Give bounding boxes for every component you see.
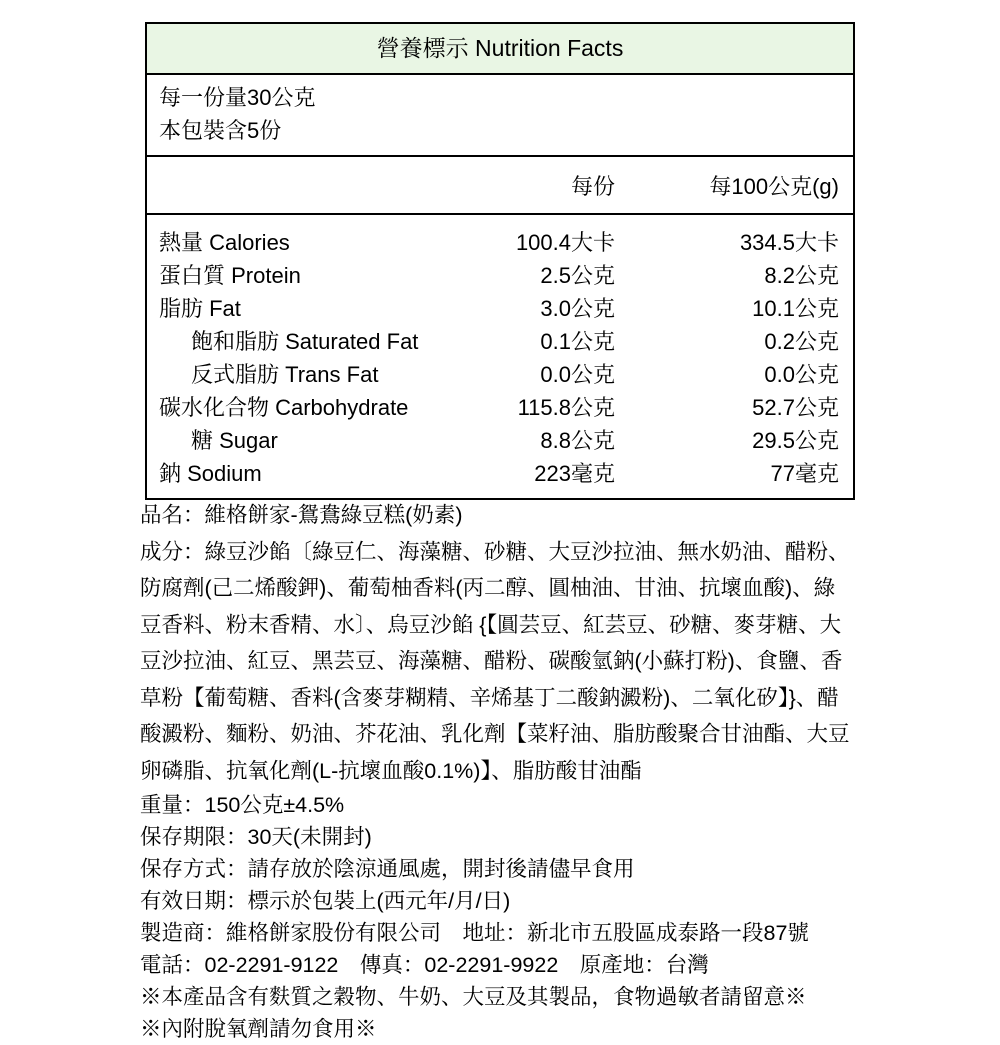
nutrient-label: 反式脂肪 Trans Fat: [191, 362, 379, 387]
net-weight-line: 重量：150公克±4.5%: [140, 793, 345, 817]
servings-per-pack-text: 本包裝含5份: [159, 118, 282, 143]
nutrient-row-calories: [159, 225, 839, 258]
product-name-line: 品名：維格餅家-鴛鴦綠豆糕(奶素): [140, 503, 463, 527]
nutrient-row-fat: [159, 291, 839, 324]
per-serving-value: 223毫克: [534, 461, 615, 486]
column-header-per-serving: 每份: [570, 173, 615, 199]
ingredients-line: 成分：綠豆沙餡〔綠豆仁、海藻糖、砂糖、大豆沙拉油、無水奶油、醋粉、: [140, 539, 850, 564]
nutrient-row-protein: [159, 258, 839, 291]
per-serving-value: 115.8公克: [517, 395, 615, 420]
per-100g-value: 0.2公克: [764, 329, 839, 354]
product-details: [140, 789, 864, 1045]
manufacturer-line: 製造商：維格餅家股份有限公司 地址：新北市五股區成泰路一段87號: [140, 921, 809, 945]
per-100g-value: 8.2公克: [764, 263, 839, 288]
product-info-section: [140, 497, 864, 1045]
nutrient-rows: [147, 215, 853, 498]
nutrient-label: 鈉 Sodium: [159, 461, 262, 486]
per-100g-value: 29.5公克: [752, 428, 839, 453]
per-100g-value: 77毫克: [770, 461, 839, 486]
serving-size-text: 每一份量30公克: [159, 85, 316, 110]
nutrient-label: 飽和脂肪 Saturated Fat: [191, 329, 419, 354]
ingredients-line: 豆香料、粉末香精、水〕、烏豆沙餡 {【圓芸豆、紅芸豆、砂糖、麥芽糖、大: [140, 612, 842, 637]
nutrient-label: 熱量 Calories: [159, 230, 290, 255]
oxygen-absorber-warning-line: ※內附脫氧劑請勿食用※: [140, 1017, 377, 1041]
per-100g-value: 0.0公克: [764, 362, 839, 387]
per-serving-value: 0.1公克: [540, 329, 615, 354]
per-100g-value: 334.5大卡: [739, 230, 839, 255]
column-header-row: [147, 157, 853, 215]
ingredients-line: 草粉【葡萄糖、香料(含麥芽糊精、辛烯基丁二酸鈉澱粉)、二氧化矽】}、醋: [140, 685, 839, 710]
nutrient-row-sodium: [159, 456, 839, 489]
per-serving-value: 3.0公克: [540, 296, 615, 321]
nutrient-label: 脂肪 Fat: [159, 296, 241, 321]
nutrient-row-sugar: [159, 423, 839, 456]
nutrition-facts-table: [145, 22, 855, 500]
per-serving-value: 2.5公克: [540, 263, 615, 288]
storage-method-line: 保存方式：請存放於陰涼通風處，開封後請儘早食用: [140, 857, 635, 881]
allergen-warning-line: ※本產品含有麩質之穀物、牛奶、大豆及其製品，食物過敏者請留意※: [140, 985, 807, 1009]
product-name-and-ingredients: [140, 497, 864, 789]
ingredients-line: 防腐劑(己二烯酸鉀)、葡萄柚香料(丙二醇、圓柚油、甘油、抗壞血酸)、綠: [140, 576, 836, 600]
ingredients-line: 卵磷脂、抗氧化劑(L-抗壞血酸0.1%)】、脂肪酸甘油酯: [140, 758, 642, 783]
nutrient-label: 糖 Sugar: [191, 428, 278, 453]
nutrition-table-title: 營養標示 Nutrition Facts: [147, 24, 853, 75]
nutrient-row-trans-fat: [159, 357, 839, 390]
nutrient-label: 蛋白質 Protein: [159, 263, 301, 288]
shelf-life-line: 保存期限：30天(未開封): [140, 825, 372, 849]
expiry-date-line: 有效日期：標示於包裝上(西元年/月/日): [140, 889, 511, 913]
ingredients-line: 豆沙拉油、紅豆、黑芸豆、海藻糖、醋粉、碳酸氫鈉(小蘇打粉)、食鹽、香: [140, 649, 843, 673]
serving-info-section: [147, 75, 853, 157]
ingredients-line: 酸澱粉、麵粉、奶油、芥花油、乳化劑【菜籽油、脂肪酸聚合甘油酯、大豆: [140, 722, 850, 746]
column-header-per-100g: 每100公克(g): [709, 173, 839, 199]
nutrient-row-saturated-fat: [159, 324, 839, 357]
nutrient-label: 碳水化合物 Carbohydrate: [159, 395, 409, 420]
per-serving-value: 100.4大卡: [515, 230, 615, 255]
per-100g-value: 52.7公克: [752, 395, 839, 420]
per-serving-value: 8.8公克: [540, 428, 615, 453]
contact-line: 電話：02-2291-9122 傳真：02-2291-9922 原產地：台灣: [140, 953, 709, 977]
per-serving-value: 0.0公克: [540, 362, 615, 387]
nutrient-row-carbohydrate: [159, 390, 839, 423]
per-100g-value: 10.1公克: [752, 296, 839, 321]
